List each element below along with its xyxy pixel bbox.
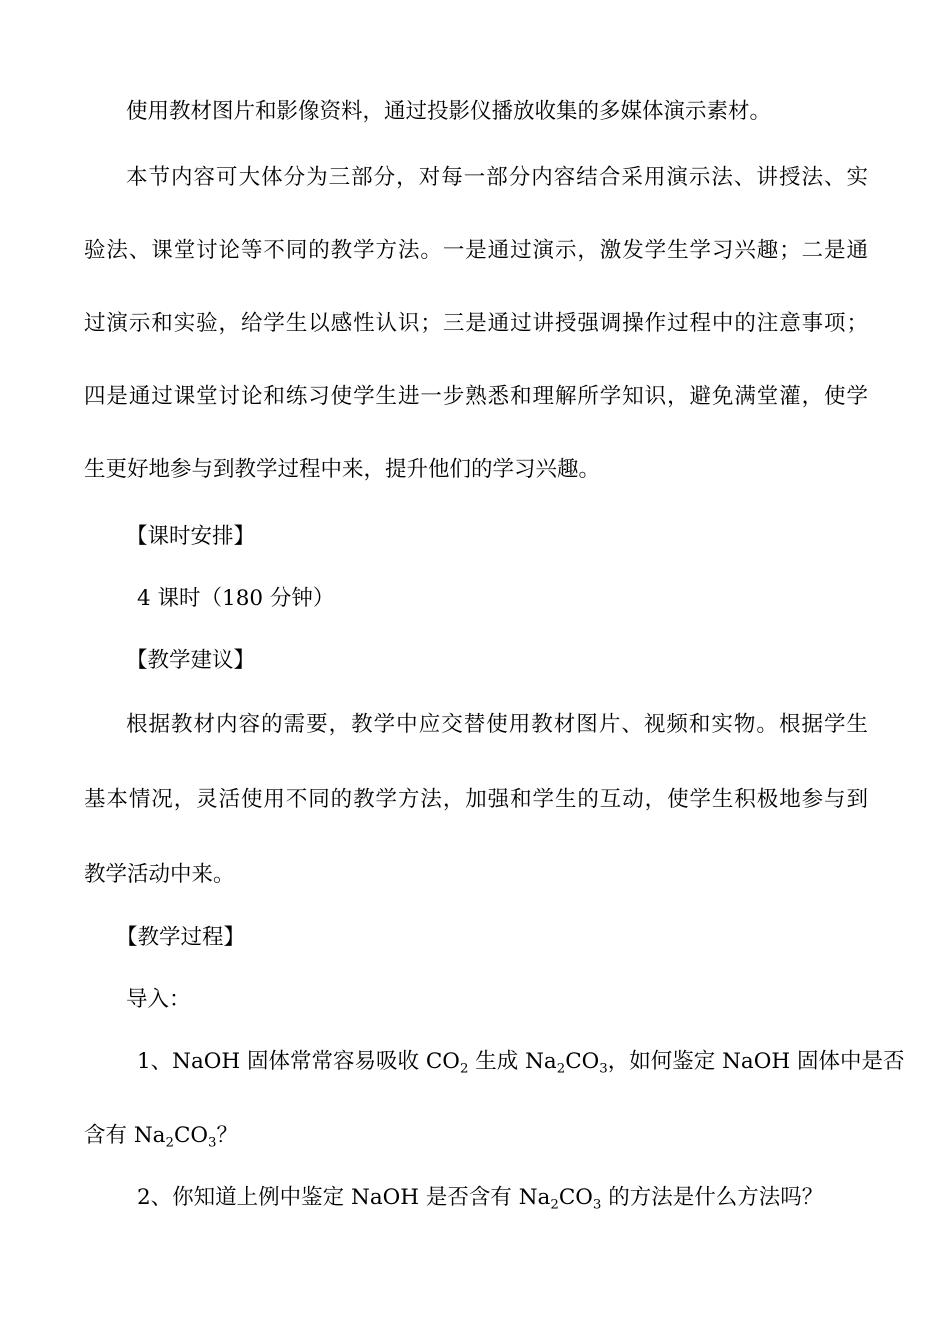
process-lead: 导入： — [126, 987, 191, 1012]
method-para-line-1: 本节内容可大体分为三部分，对每一部分内容结合采用演示法、讲授法、实 — [126, 165, 868, 190]
method-para-line-3: 过演示和实验，给学生以感性认识；三是通过讲授强调操作过程中的注意事项； — [84, 311, 868, 336]
suggestion-heading: 【教学建议】 — [126, 648, 256, 673]
question-2-text: 2、你知道上例中鉴定 NaOH 是否含有 Na — [137, 1185, 551, 1210]
question-1-text: 生成 Na — [468, 1049, 557, 1074]
question-1-text: ？ — [216, 1123, 239, 1148]
schedule-heading: 【课时安排】 — [126, 524, 256, 549]
process-heading: 【教学过程】 — [116, 925, 246, 950]
question-1-text: CO — [173, 1123, 209, 1148]
subscript: 3 — [592, 1197, 602, 1213]
question-2-text: 的方法是什么方法吗？ — [601, 1185, 824, 1210]
intro-line: 使用教材图片和影像资料，通过投影仪播放收集的多媒体演示素材。 — [126, 99, 772, 124]
subscript: 2 — [165, 1135, 174, 1151]
question-2 — [137, 1183, 921, 1213]
subscript: 3 — [208, 1135, 217, 1151]
question-1-line-1 — [137, 1047, 905, 1077]
schedule-content: 4 课时（180 分钟） — [137, 586, 335, 611]
question-1-text: 1、NaOH 固体常常容易吸收 CO — [137, 1049, 460, 1074]
suggestion-line-3: 教学活动中来。 — [84, 862, 235, 887]
question-1-text: CO — [565, 1049, 600, 1074]
question-1-text: ，如何鉴定 NaOH 固体中是否 — [607, 1049, 905, 1074]
question-2-text: CO — [558, 1185, 593, 1210]
method-para-line-4: 四是通过课堂讨论和练习使学生进一步熟悉和理解所学知识，避免满堂灌，使学 — [84, 384, 868, 409]
subscript: 2 — [556, 1061, 566, 1077]
suggestion-line-1: 根据教材内容的需要，教学中应交替使用教材图片、视频和实物。根据学生 — [126, 712, 868, 737]
subscript: 2 — [459, 1061, 469, 1077]
suggestion-line-2: 基本情况，灵活使用不同的教学方法，加强和学生的互动，使学生积极地参与到 — [84, 787, 868, 812]
subscript: 2 — [550, 1197, 559, 1213]
question-1-line-2 — [84, 1121, 868, 1151]
method-para-line-5: 生更好地参与到教学过程中来，提升他们的学习兴趣。 — [84, 457, 601, 482]
method-para-line-2: 验法、课堂讨论等不同的教学方法。一是通过演示，激发学生学习兴趣；二是通 — [84, 238, 868, 263]
subscript: 3 — [599, 1061, 608, 1077]
question-1-text: 含有 Na — [84, 1123, 166, 1148]
